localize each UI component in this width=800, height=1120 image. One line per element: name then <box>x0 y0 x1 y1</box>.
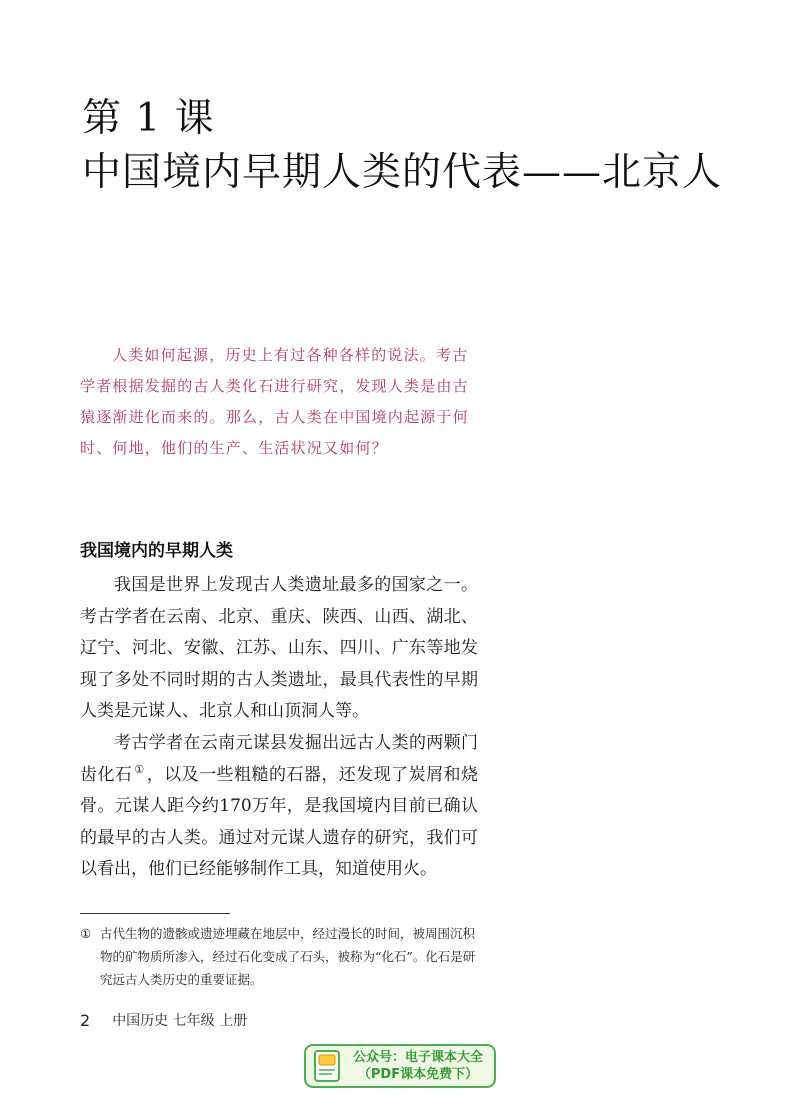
paragraph-2-before: 考古学者在云南元谋县发掘出远古人类的两颗门齿化石 <box>80 732 478 785</box>
section-heading: 我国境内的早期人类 <box>80 541 233 561</box>
paragraph-2-after: ，以及一些粗糙的石器，还发现了炭屑和烧骨。元谋人距今约170万年，是我国境内目前已确认的最早的古人类。通过对元谋人遗存的研究，我们可以看出，他们已经能够制作工具，知道使用火。 <box>80 764 479 880</box>
page-footer <box>80 1010 247 1030</box>
intro-text: 人类如何起源，历史上有过各种各样的说法。考古学者根据发掘的古人类化石进行研究，发现人类是由古猿逐渐进化而来的。那么，古人类在中国境内起源于何时、何地，他们的生产、生活状况又如何？ <box>80 346 469 457</box>
footnote <box>80 922 480 991</box>
watermark-text <box>342 1049 494 1083</box>
footnote-marker: ① <box>80 926 92 941</box>
watermark-badge <box>304 1044 496 1088</box>
watermark-line-2: （PDF课本免费下） <box>357 1067 479 1082</box>
footnote-divider <box>80 913 230 914</box>
footnote-reference[interactable]: ① <box>134 762 145 776</box>
book-icon <box>312 1049 342 1083</box>
lesson-number: 第 1 课 <box>82 96 215 141</box>
footnote-text: 古代生物的遗骸或遗迹埋藏在地层中，经过漫长的时间，被周围沉积物的矿物质所渗入，经过石化变成了石头，被称为“化石”。化石是研究远古人类历史的重要证据。 <box>100 926 476 987</box>
lesson-title <box>82 92 782 200</box>
body-paragraph-1: 我国是世界上发现古人类遗址最多的国家之一。考古学者在云南、北京、重庆、陕西、山西、湖北、辽宁、河北、安徽、江苏、山东、四川、广东等地发现了多处不同时期的古人类遗址，最具代表性的早期人类是元谋人、北京人和山顶洞人等。 <box>80 575 478 722</box>
body-paragraph-2 <box>80 728 478 886</box>
book-title: 中国历史 七年级 上册 <box>112 1013 248 1029</box>
intro-paragraph <box>80 340 480 464</box>
watermark-line-1: 公众号：电子课本大全 <box>352 1050 483 1065</box>
lesson-name: 中国境内早期人类的代表——北京人 <box>82 150 723 195</box>
page-number: 2 <box>80 1010 91 1030</box>
section-body <box>80 570 478 886</box>
